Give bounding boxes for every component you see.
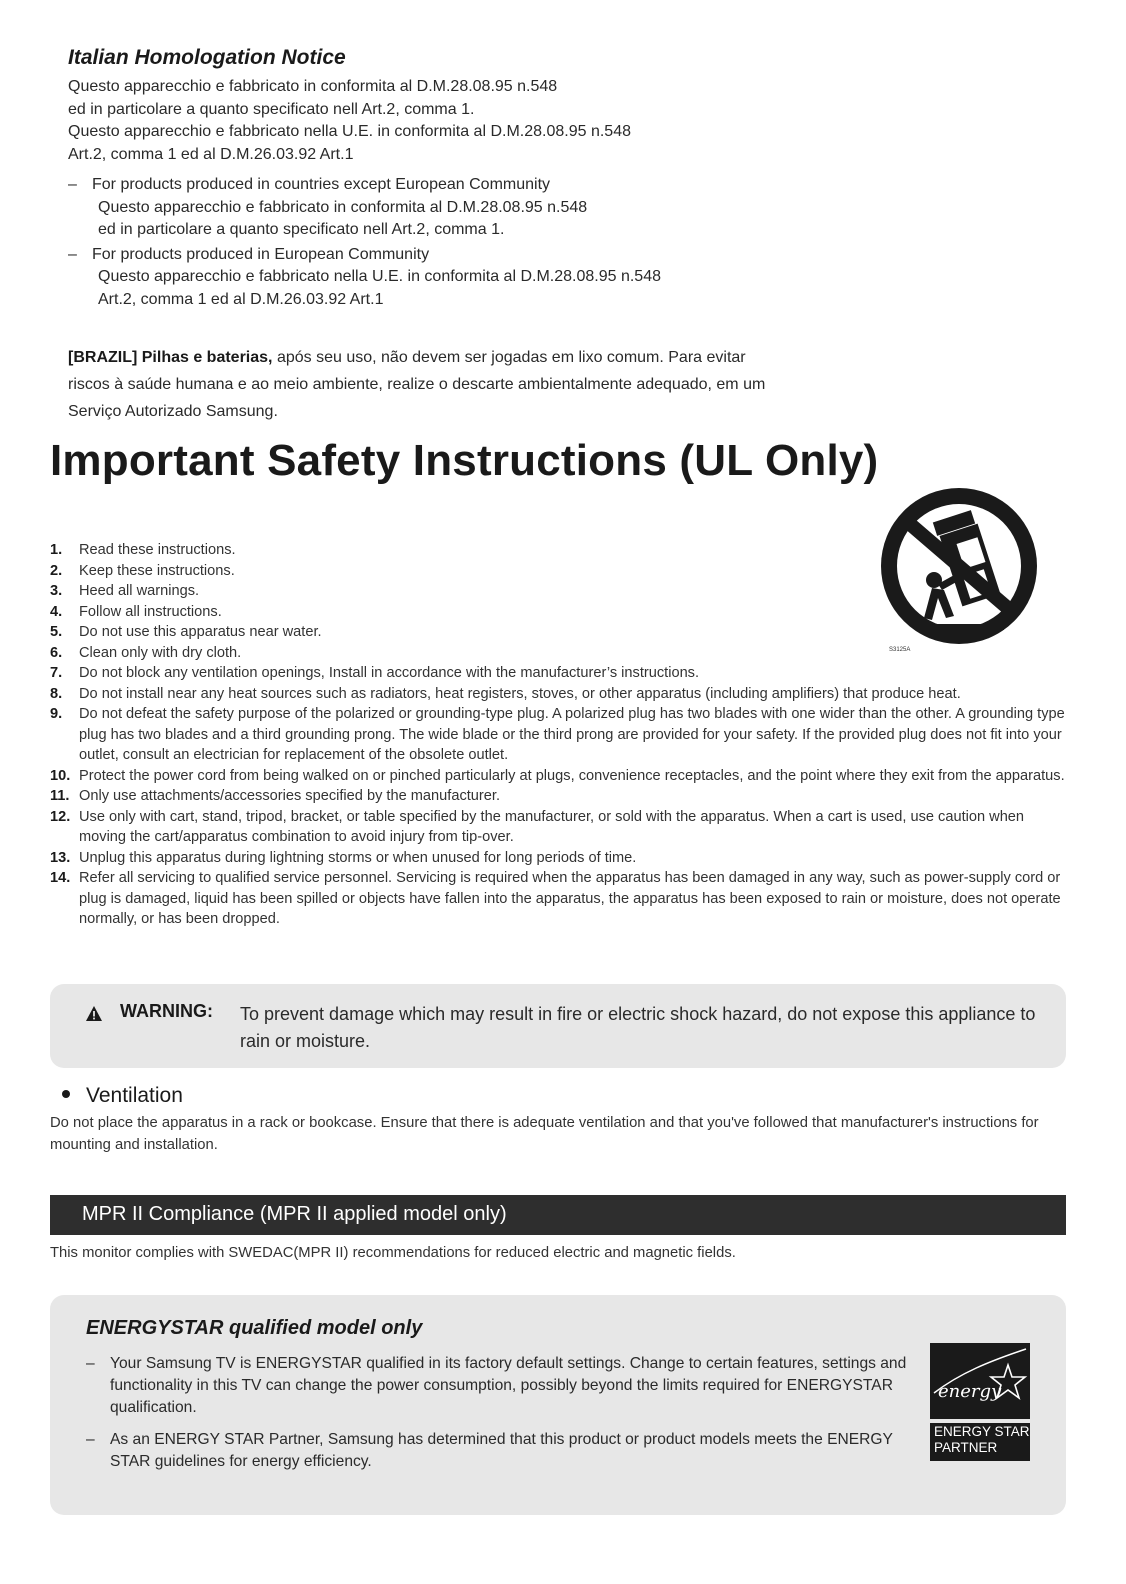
- item-number: 4.: [50, 603, 63, 620]
- energystar-bullet-text: Your Samsung TV is ENERGYSTAR qualified in its factory default settings. Change to certain features, settings and functionality in this TV can change the power consumption, possibly beyond the limits required for ENERGYSTAR qualification.: [110, 1355, 907, 1416]
- energystar-box: [50, 1295, 1066, 1515]
- item-number: 5.: [50, 624, 63, 640]
- dash-marker: –: [68, 176, 77, 193]
- item-text: Do not block any ventilation openings, Install in accordance with the manufacturer’s instructions.: [79, 665, 700, 681]
- italian-line: ed in particolare a quanto specificato nell Art.2, comma 1.: [68, 100, 475, 118]
- warning-triangle-icon: [86, 1006, 102, 1021]
- ventilation-text: Do not place the apparatus in a rack or bookcase. Ensure that there is adequate ventilation and that you've followed that manufacturer's instructions for mounting and installation.: [50, 1115, 1039, 1153]
- italian-line: Questo apparecchio e fabbricato nella U.E. in conformita al D.M.28.08.95 n.548: [68, 123, 631, 140]
- energy-star-logo: [930, 1343, 1030, 1461]
- mpr-text: This monitor complies with SWEDAC(MPR II) recommendations for reduced electric and magnetic fields.: [50, 1245, 736, 1261]
- italian-bullet-sub: Art.2, comma 1 ed al D.M.26.03.92 Art.1: [98, 290, 384, 308]
- dash-marker: –: [86, 1431, 95, 1448]
- cart-logo-code: S3125A: [889, 647, 911, 653]
- item-number: 13.: [50, 849, 71, 866]
- energy-star-partner-label: [930, 1423, 1030, 1461]
- italian-notice-title: Italian Homologation Notice: [68, 46, 346, 69]
- italian-bullet-head: For products produced in European Community: [92, 245, 430, 263]
- item-text: Protect the power cord from being walked on or pinched particularly at plugs, convenience receptacles, and the point where they exit from the apparatus.: [79, 767, 1065, 784]
- item-text: Heed all warnings.: [79, 583, 200, 599]
- item-text: Read these instructions.: [79, 542, 236, 558]
- item-text: Keep these instructions.: [79, 562, 235, 579]
- brazil-text: após seu uso, não devem ser jogadas em lixo comum. Para evitar riscos à saúde humana e ao meio ambiente, realize o descarte ambientalmente adequado, em um Serviço Autorizado Samsung.: [68, 349, 766, 420]
- energystar-bullet: [86, 1353, 916, 1419]
- list-item: [50, 684, 1074, 705]
- item-text: Use only with cart, stand, tripod, bracket, or table specified by the manufacturer, or sold with the apparatus. When a cart is used, use caution when moving the cart/apparatus combination to avoid injury from tip-over.: [79, 808, 1025, 845]
- list-item: [50, 540, 1074, 561]
- item-text: Only use attachments/accessories specified by the manufacturer.: [79, 788, 500, 804]
- warning-label: WARNING:: [120, 1001, 213, 1021]
- page-title: Important Safety Instructions (UL Only): [50, 436, 879, 485]
- item-number: 10.: [50, 767, 71, 784]
- warning-text: To prevent damage which may result in fire or electric shock hazard, do not expose this appliance to rain or moisture.: [240, 1004, 1036, 1051]
- list-item: [50, 848, 1074, 869]
- item-text: Refer all servicing to qualified service personnel. Servicing is required when the apparatus has been damaged in any way, such as power-supply cord or plug is damaged, liquid has been spilled or objects have fallen into the apparatus, the apparatus has been exposed to rain or moisture, does not operate normally, or has been dropped.: [79, 870, 1061, 927]
- item-number: 7.: [50, 665, 63, 681]
- list-item: [50, 581, 1074, 602]
- list-item: [50, 663, 1074, 684]
- energy-star-line1: ENERGY STAR: [934, 1424, 1030, 1439]
- warning-box: [50, 984, 1066, 1068]
- item-text: Clean only with dry cloth.: [79, 644, 242, 661]
- item-text: Do not defeat the safety purpose of the polarized or grounding-type plug. A polarized plug has two blades with one wider than the other. A grounding type plug has two blades and a third grounding prong. The wide blade or the third prong are provided for your safety. If the provided plug does not fit into your outlet, consult an electrician for replacement of the obsolete outlet.: [79, 706, 1065, 763]
- list-item: [50, 868, 1074, 930]
- italian-bullet: [68, 174, 661, 242]
- italian-bullet: [68, 244, 661, 312]
- energy-star-mark-icon: [930, 1343, 1030, 1419]
- italian-bullet-sub: ed in particolare a quanto specificato nell Art.2, comma 1.: [98, 221, 505, 238]
- item-number: 3.: [50, 583, 63, 599]
- safety-instructions-list: [50, 540, 1074, 930]
- mpr-section-bar: [50, 1195, 1066, 1235]
- brazil-battery-notice: [68, 344, 768, 425]
- list-item: [50, 766, 1074, 787]
- italian-bullet-head: For products produced in countries except European Community: [92, 176, 551, 193]
- mpr-title: MPR II Compliance (MPR II applied model only): [82, 1203, 507, 1225]
- item-text: Do not use this apparatus near water.: [79, 624, 322, 640]
- item-text: Follow all instructions.: [79, 603, 222, 620]
- item-number: 14.: [50, 870, 71, 886]
- item-number: 2.: [50, 562, 63, 579]
- italian-bullets: [68, 174, 661, 313]
- italian-notice-body: [68, 76, 631, 166]
- ventilation-heading: [62, 1084, 183, 1108]
- energy-star-line2: PARTNER: [934, 1440, 998, 1455]
- item-text: Do not install near any heat sources such as radiators, heat registers, stoves, or other apparatus (including amplifiers) that produce heat.: [79, 685, 961, 702]
- energystar-bullet: [86, 1429, 916, 1473]
- item-text: Unplug this apparatus during lightning storms or when unused for long periods of time.: [79, 849, 637, 866]
- brazil-bold-lead: [BRAZIL] Pilhas e baterias,: [68, 349, 273, 366]
- list-item: [50, 643, 1074, 664]
- energystar-bullet-text: As an ENERGY STAR Partner, Samsung has determined that this product or product models meets the ENERGY STAR guidelines for energy efficiency.: [110, 1431, 893, 1470]
- list-item: [50, 602, 1074, 623]
- dash-marker: –: [86, 1355, 95, 1372]
- item-number: 12.: [50, 808, 71, 825]
- item-number: 8.: [50, 685, 63, 702]
- item-number: 1.: [50, 542, 63, 558]
- energystar-title: ENERGYSTAR qualified model only: [86, 1317, 423, 1339]
- dash-marker: –: [68, 245, 77, 263]
- list-item: [50, 622, 1074, 643]
- ventilation-title: Ventilation: [86, 1084, 183, 1107]
- italian-line: Art.2, comma 1 ed al D.M.26.03.92 Art.1: [68, 145, 354, 163]
- item-number: 11.: [50, 788, 70, 804]
- italian-line: Questo apparecchio e fabbricato in conformita al D.M.28.08.95 n.548: [68, 78, 558, 95]
- item-number: 9.: [50, 706, 63, 722]
- italian-bullet-sub: Questo apparecchio e fabbricato in conformita al D.M.28.08.95 n.548: [98, 198, 588, 216]
- energy-script-text: energy: [938, 1381, 1002, 1402]
- list-item: [50, 704, 1074, 766]
- list-item: [50, 807, 1074, 848]
- italian-bullet-sub: Questo apparecchio e fabbricato nella U.E. in conformita al D.M.28.08.95 n.548: [98, 268, 661, 285]
- list-item: [50, 786, 1074, 807]
- list-item: [50, 561, 1074, 582]
- item-number: 6.: [50, 644, 63, 661]
- bullet-dot-icon: [62, 1090, 70, 1098]
- energystar-bullets: [86, 1353, 916, 1483]
